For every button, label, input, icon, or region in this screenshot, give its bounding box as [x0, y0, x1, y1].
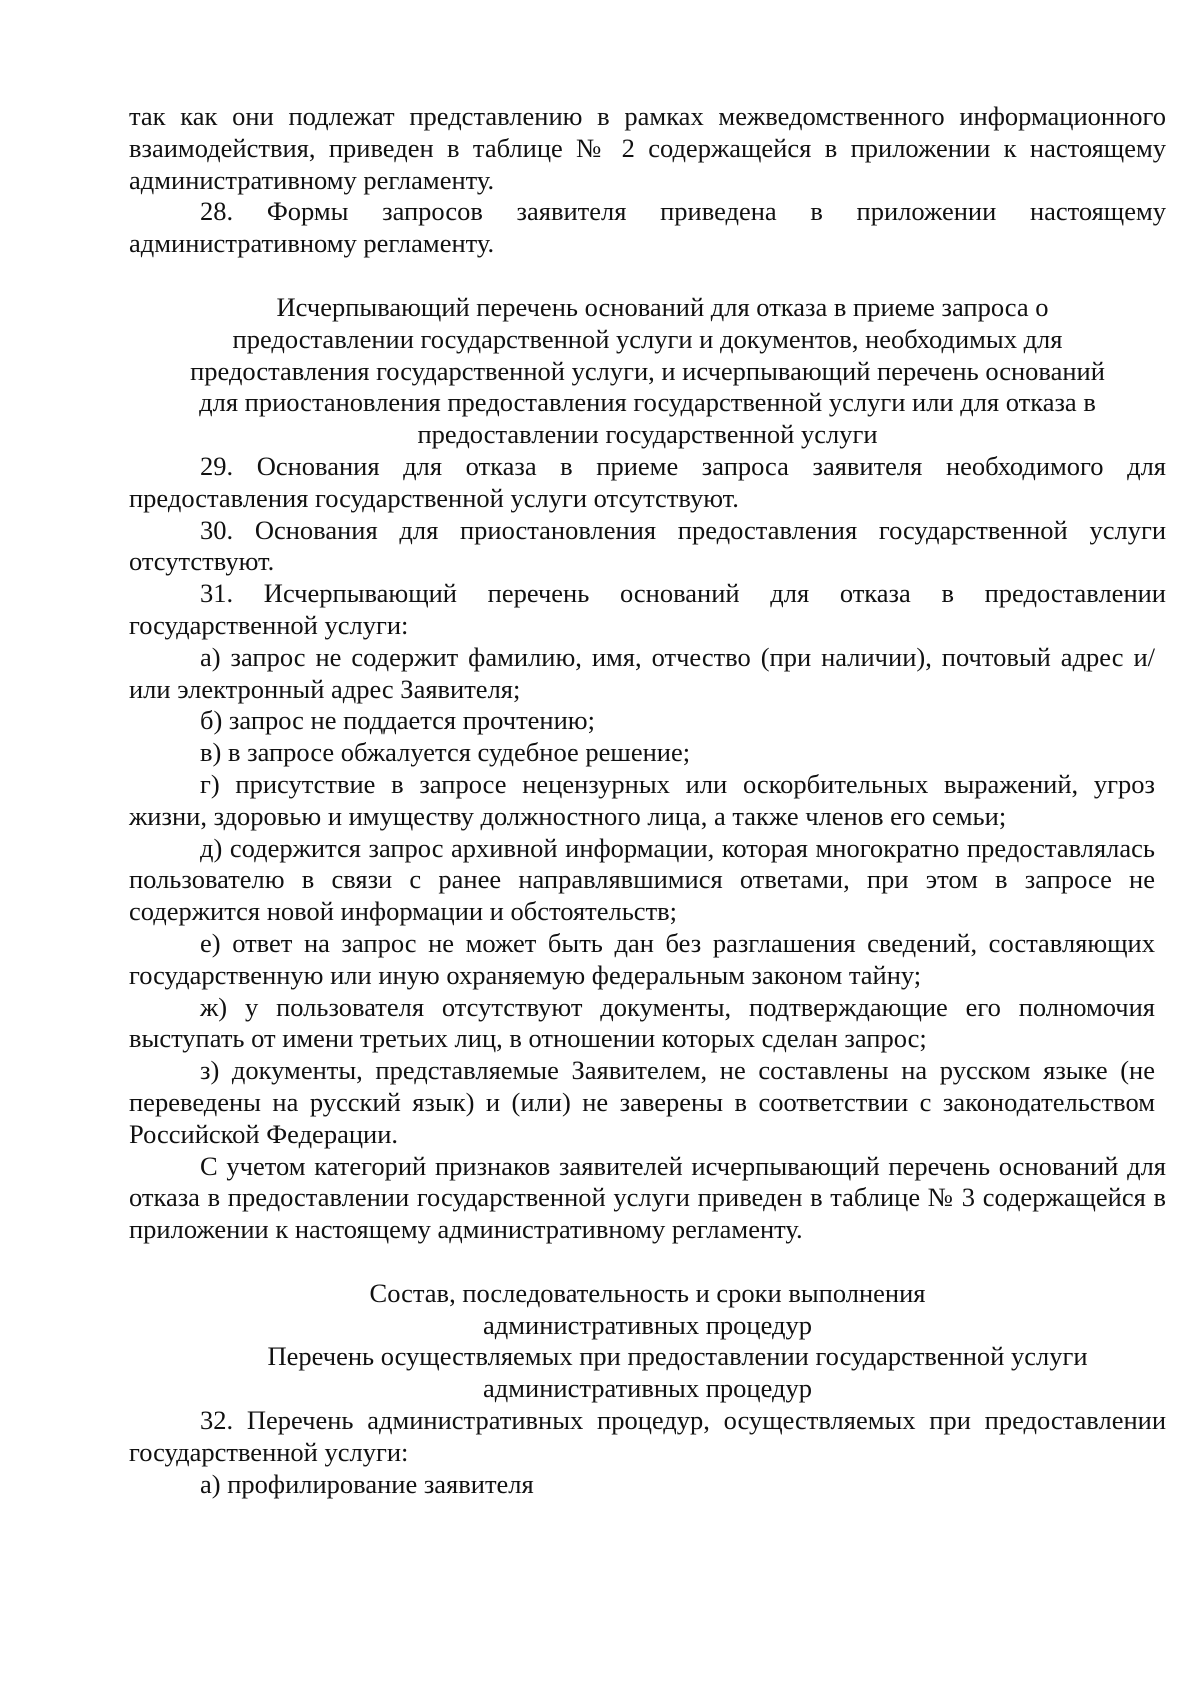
- list-item: з) документы, представляемые Заявителем, не составлены на русском языке (не переведены на русский язык) и (или) не заверены в соответствии с законодательством Российской Федерации.: [129, 1055, 1155, 1149]
- heading-line: Исчерпывающий перечень оснований для отказа в приеме запроса о: [276, 291, 1049, 322]
- heading-line: предоставления государственной услуги, и исчерпывающий перечень оснований: [190, 355, 1105, 386]
- heading-line: для приостановления предоставления государственной услуги или для отказа в: [199, 387, 1096, 418]
- document-page: [129, 101, 1166, 1500]
- section-heading-refusal-grounds: [129, 292, 1166, 451]
- spacer: [129, 1246, 1166, 1278]
- paragraph-29: 29. Основания для отказа в приеме запроса заявителя необходимого для предоставления государственной услуги отсутствуют.: [129, 450, 1166, 513]
- paragraph-31: 31. Исчерпывающий перечень оснований для отказа в предоставлении государственной услуги:: [129, 578, 1166, 640]
- heading-line: Перечень осуществляемых при предоставлении государственной услуги: [267, 1341, 1088, 1372]
- heading-line: Состав, последовательность и сроки выполнения: [369, 1277, 926, 1308]
- list-item: а) запрос не содержит фамилию, имя, отчество (при наличии), почтовый адрес и/или электронный адрес Заявителя;: [129, 641, 1155, 704]
- paragraph-32: 32. Перечень административных процедур, осуществляемых при предоставлении государственной услуги:: [129, 1405, 1166, 1467]
- list-item: в) в запросе обжалуется судебное решение;: [200, 737, 691, 768]
- list-item: б) запрос не поддается прочтению;: [200, 705, 595, 736]
- heading-line: административных процедур: [483, 1373, 812, 1404]
- list-item: е) ответ на запрос не может быть дан без разглашения сведений, составляющих государственную или иную охраняемую федеральным законом тайну;: [129, 927, 1155, 990]
- heading-line: предоставлении государственной услуги и документов, необходимых для: [232, 323, 1063, 354]
- list-item: г) присутствие в запросе нецензурных или оскорбительных выражений, угроз жизни, здоровью и имуществу должностного лица, а также членов его семьи;: [129, 768, 1155, 831]
- list-item: ж) у пользователя отсутствуют документы, подтверждающие его полномочия выступать от имени третьих лиц, в отношении которых сделан запрос;: [129, 991, 1155, 1054]
- list-item: а) профилирование заявителя: [200, 1468, 534, 1499]
- heading-line: административных процедур: [483, 1309, 812, 1340]
- paragraph-categories: С учетом категорий признаков заявителей исчерпывающий перечень оснований для отказа в предоставлении государственной услуги приведен в таблице № 3 содержащейся в приложении к настоящему административному регламенту.: [129, 1150, 1166, 1245]
- spacer: [129, 260, 1166, 292]
- heading-line: предоставлении государственной услуги: [417, 419, 878, 450]
- list-item: д) содержится запрос архивной информации, которая многократно предоставлялась пользователю в связи с ранее направлявшимися ответами, при этом в запросе не содержится новой информации и обстоятельств;: [129, 832, 1155, 927]
- paragraph-28: 28. Формы запросов заявителя приведена в приложении настоящему административному регламенту.: [129, 196, 1166, 259]
- section-heading-procedures: [129, 1278, 1166, 1342]
- section-heading-procedures-list: [129, 1341, 1166, 1405]
- refusal-grounds-list: [129, 642, 1155, 1151]
- paragraph-30: 30. Основания для приостановления предоставления государственной услуги отсутствуют.: [129, 514, 1166, 577]
- paragraph-continuation: так как они подлежат представлению в рамках межведомственного информационного взаимодействия, приведен в таблице № 2 содержащейся в приложении к настоящему административному регламенту.: [129, 101, 1166, 195]
